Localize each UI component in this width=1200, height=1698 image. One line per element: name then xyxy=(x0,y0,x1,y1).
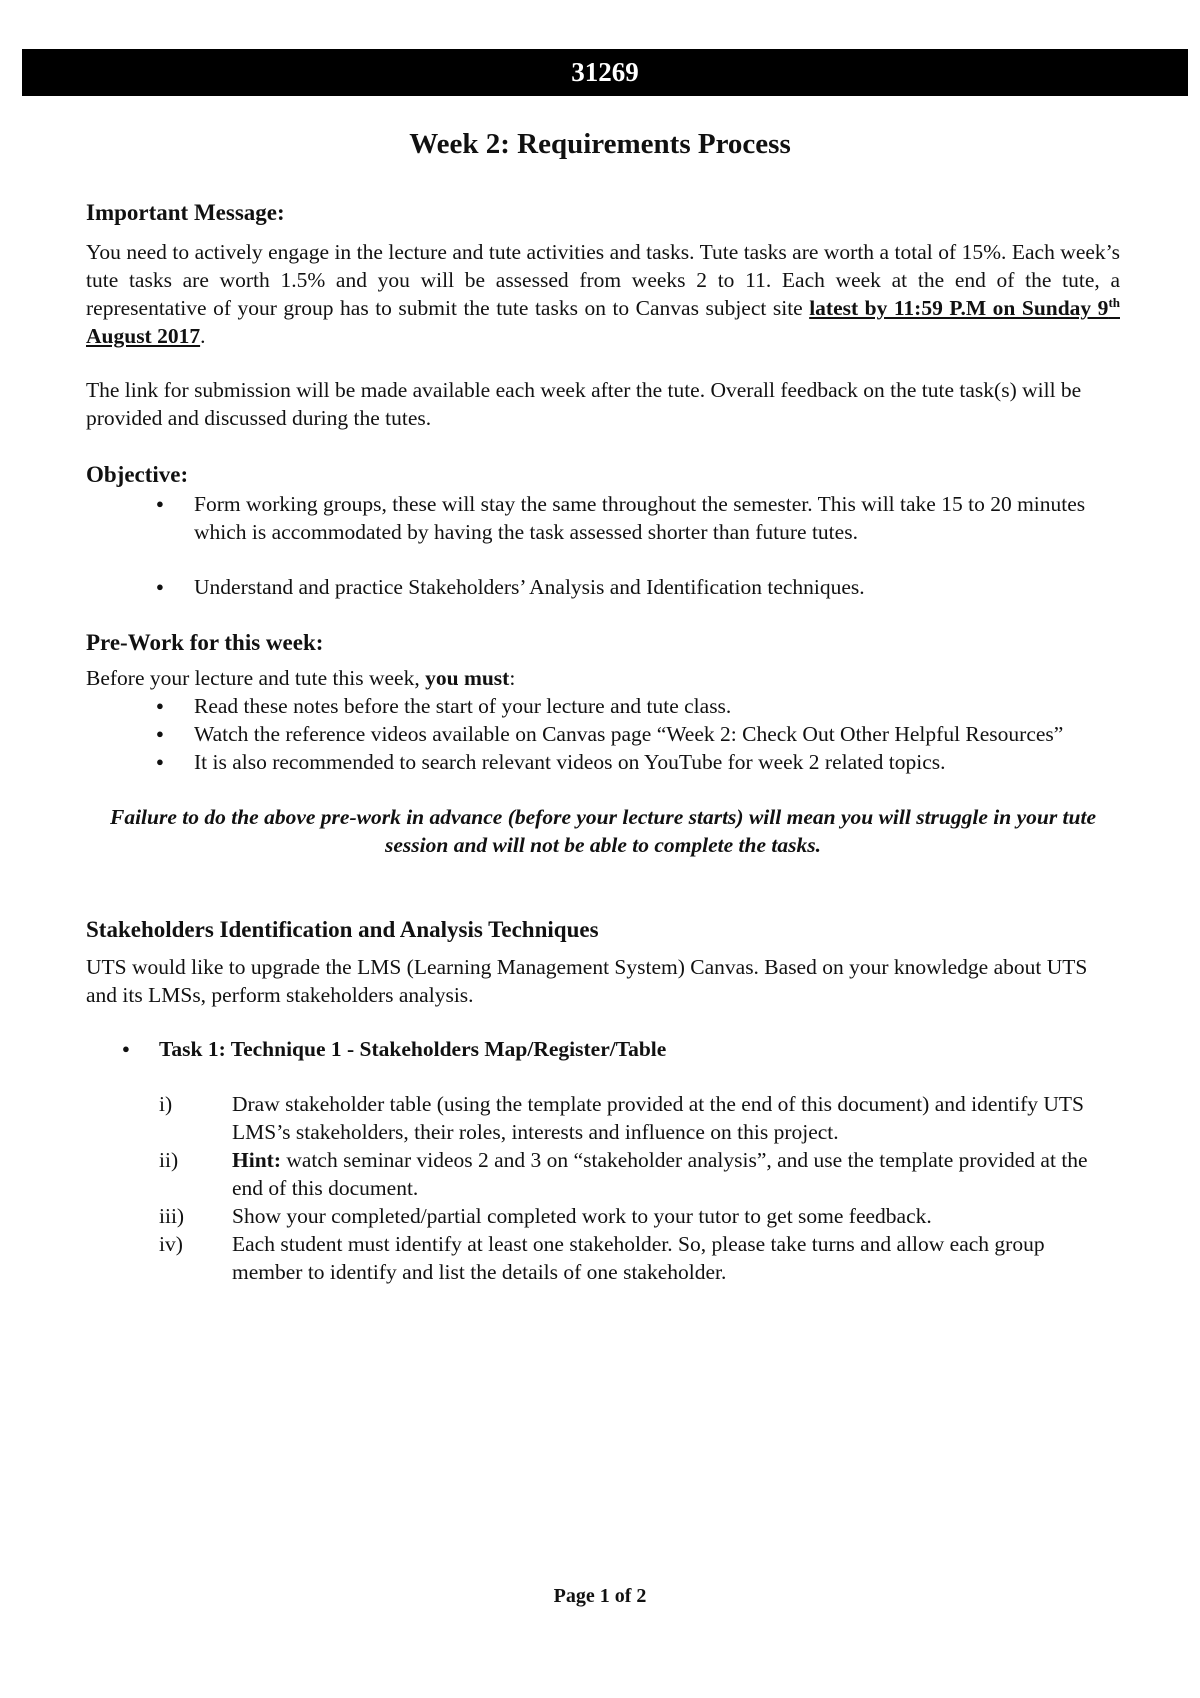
prework-heading: Pre-Work for this week: xyxy=(86,630,324,655)
prework-intro-end: : xyxy=(509,666,516,690)
page-title: Week 2: Requirements Process xyxy=(409,128,791,160)
task1-step xyxy=(86,1146,1120,1202)
deadline-text-b: August 2017 xyxy=(86,324,201,348)
step-number: iii) xyxy=(159,1204,185,1228)
objective-heading: Objective: xyxy=(86,462,189,487)
document-body xyxy=(86,198,1120,1286)
deadline-text-a: latest by 11:59 P.M on Sunday 9 xyxy=(809,296,1109,320)
stakeholders-heading: Stakeholders Identification and Analysis Techniques xyxy=(86,917,599,942)
prework-item: ● Read these notes before the start of your lecture and tute class. xyxy=(86,692,1120,720)
submission-paragraph: The link for submission will be made available each week after the tute. Overall feedback on the tute task(s) will be provided and discussed during the tutes. xyxy=(86,378,1082,430)
prework-intro xyxy=(86,664,1120,692)
objective-item: ● Understand and practice Stakeholders’ Analysis and Identification techniques. xyxy=(86,573,1120,601)
step-text: Show your completed/partial completed work to your tutor to get some feedback. xyxy=(232,1204,932,1228)
deadline-sup: th xyxy=(1108,294,1120,310)
course-code: 31269 xyxy=(571,57,639,87)
task1-steps xyxy=(86,1090,1120,1286)
page-number: Page 1 of 2 xyxy=(553,1585,647,1607)
prework-intro-text: Before your lecture and tute this week, xyxy=(86,666,426,690)
step-text: watch seminar videos 2 and 3 on “stakeholder analysis”, and use the template provided at the end of this document. xyxy=(232,1148,1088,1200)
header-bar xyxy=(22,49,1188,96)
hint-label: Hint: xyxy=(232,1148,281,1172)
prework-warning: Failure to do the above pre-work in advance (before your lecture starts) will mean you will struggle in your tute session and will not be able to complete the tasks. xyxy=(109,805,1097,857)
step-text: Draw stakeholder table (using the template provided at the end of this document) and identify UTS LMS’s stakeholders, their roles, interests and influence on this project. xyxy=(232,1092,1085,1144)
prework-list xyxy=(86,692,1120,776)
prework-item: ● It is also recommended to search relevant videos on YouTube for week 2 related topics. xyxy=(86,748,1120,776)
important-end: . xyxy=(200,324,206,348)
step-number: iv) xyxy=(159,1232,183,1256)
objective-list xyxy=(86,490,1120,601)
prework-item: ● Watch the reference videos available on Canvas page “Week 2: Check Out Other Helpful Resources” xyxy=(86,720,1120,748)
objective-item: ● Form working groups, these will stay the same throughout the semester. This will take 15 to 20 minutes which is accommodated by having the task assessed shorter than future tutes. xyxy=(86,490,1120,546)
important-heading: Important Message: xyxy=(86,200,285,225)
stakeholders-intro: UTS would like to upgrade the LMS (Learning Management System) Canvas. Based on your knowledge about UTS and its LMSs, perform stakeholders analysis. xyxy=(86,955,1088,1007)
task1-title: ● Task 1: Technique 1 - Stakeholders Map/Register/Table xyxy=(86,1035,1120,1063)
step-text-wrap xyxy=(232,1146,1120,1202)
prework-must: you must xyxy=(425,666,510,690)
task1-step xyxy=(86,1090,1120,1146)
step-number: ii) xyxy=(159,1148,179,1172)
task1-step xyxy=(86,1230,1120,1286)
important-paragraph xyxy=(86,238,1120,350)
step-text: Each student must identify at least one stakeholder. So, please take turns and allow each group member to identify and list the details of one stakeholder. xyxy=(232,1232,1045,1284)
task1-step xyxy=(86,1202,1120,1230)
step-number: i) xyxy=(159,1092,173,1116)
important-text: You need to actively engage in the lecture and tute activities and tasks. Tute tasks are worth a total of 15%. Each week’s tute tasks are worth 1.5% and you will be assessed from weeks 2 to 11. Each week at the end of the tute, a representative of your group has to submit the tute tasks on to Canvas subject site xyxy=(86,240,1120,320)
